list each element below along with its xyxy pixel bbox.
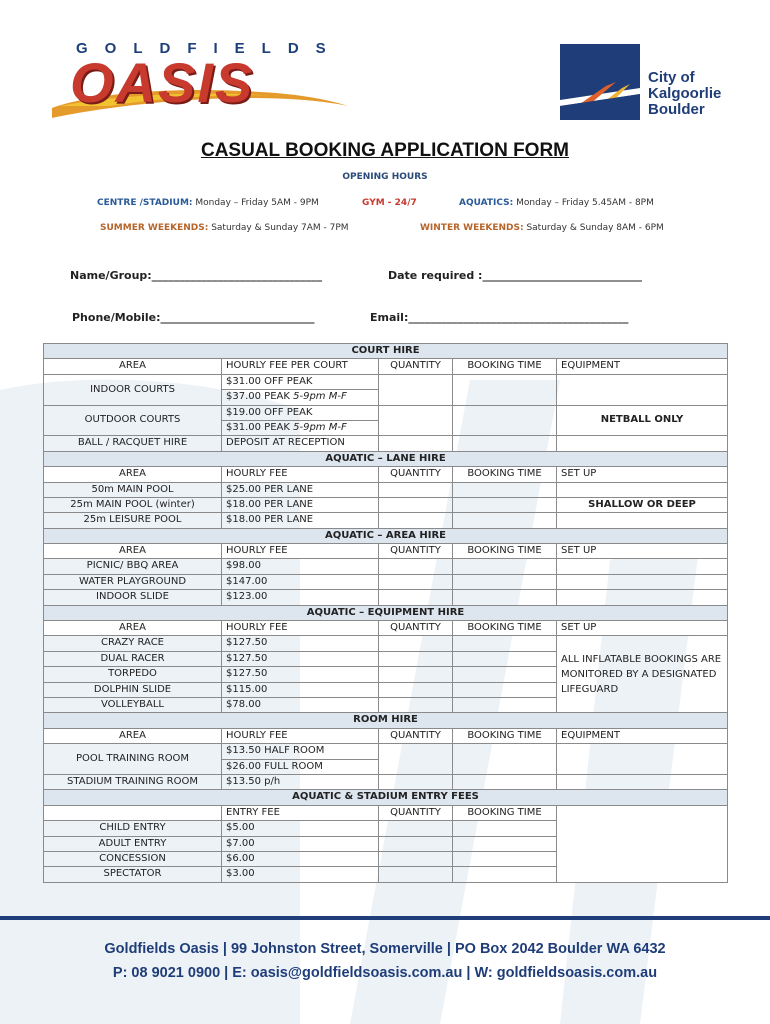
quantity-input[interactable] <box>379 374 453 405</box>
entry-type: SPECTATOR <box>44 867 222 882</box>
table-row <box>44 436 728 451</box>
quantity-input[interactable] <box>379 682 453 697</box>
col-booking-time: BOOKING TIME <box>453 544 557 559</box>
area-fee: $123.00 <box>222 590 379 605</box>
gym-hours <box>362 198 417 208</box>
city-name-line3: Boulder <box>648 101 705 118</box>
col-equipment: EQUIPMENT <box>557 728 728 743</box>
city-name <box>648 70 721 118</box>
fee-pool-full-room: $26.00 FULL ROOM <box>222 759 379 774</box>
opening-hours-heading: OPENING HOURS <box>342 172 428 182</box>
setup-input[interactable] <box>557 559 728 574</box>
quantity-input[interactable] <box>379 836 453 851</box>
quantity-input[interactable] <box>379 513 453 528</box>
table-row <box>44 405 728 420</box>
booking-time-input[interactable] <box>453 436 557 451</box>
col-booking-time: BOOKING TIME <box>453 621 557 636</box>
quantity-input[interactable] <box>379 821 453 836</box>
quantity-input[interactable] <box>379 574 453 589</box>
fee-ball-racquet: DEPOSIT AT RECEPTION <box>222 436 379 451</box>
area-fee: $98.00 <box>222 559 379 574</box>
table-row <box>44 744 728 759</box>
summer-weekend-label: SUMMER WEEKENDS: <box>100 223 209 233</box>
table-row <box>44 374 728 389</box>
entry-fees-column-headers <box>44 805 728 820</box>
booking-table <box>43 343 728 883</box>
col-entry-fee: ENTRY FEE <box>222 805 379 820</box>
area-fee: $18.00 PER LANE <box>222 513 379 528</box>
area-name: CRAZY RACE <box>44 636 222 651</box>
col-quantity: QUANTITY <box>379 805 453 820</box>
oasis-wordmark: OASIS <box>70 51 255 114</box>
col-area: AREA <box>44 728 222 743</box>
court-hire-title: COURT HIRE <box>44 344 728 359</box>
court-hire-section-header <box>44 344 728 359</box>
col-area-empty <box>44 805 222 820</box>
area-name: DUAL RACER <box>44 651 222 666</box>
equipment-input[interactable] <box>557 374 728 405</box>
quantity-input[interactable] <box>379 667 453 682</box>
col-setup: SET UP <box>557 621 728 636</box>
fee-indoor-peak-time: 5-9pm M-F <box>293 391 347 403</box>
col-area: AREA <box>44 621 222 636</box>
col-fee: HOURLY FEE <box>222 544 379 559</box>
netball-only-note: NETBALL ONLY <box>557 405 728 436</box>
entry-type: ADULT ENTRY <box>44 836 222 851</box>
winter-weekend-value: Saturday & Sunday 8AM - 6PM <box>523 223 664 233</box>
footer-contact: P: 08 9021 0900 | E: oasis@goldfieldsoasis.com.au | W: goldfieldsoasis.com.au <box>112 965 658 981</box>
area-fee: $147.00 <box>222 574 379 589</box>
col-setup: SET UP <box>557 467 728 482</box>
col-quantity: QUANTITY <box>379 621 453 636</box>
col-booking-time: BOOKING TIME <box>453 359 557 374</box>
footer-address: Goldfields Oasis | 99 Johnston Street, Somerville | PO Box 2042 Boulder WA 6432 <box>104 941 666 957</box>
col-quantity: QUANTITY <box>379 467 453 482</box>
centre-hours <box>97 198 319 208</box>
equipment-hire-section-header <box>44 605 728 620</box>
fee-outdoor-peak-time: 5-9pm M-F <box>293 421 347 433</box>
quantity-input[interactable] <box>379 559 453 574</box>
booking-time-input[interactable] <box>453 821 557 836</box>
area-fee: $115.00 <box>222 682 379 697</box>
shaded-unused-cell <box>557 805 728 882</box>
winter-weekend-hours <box>420 223 664 233</box>
table-row <box>44 482 728 497</box>
room-hire-title: ROOM HIRE <box>44 713 728 728</box>
booking-time-input[interactable] <box>453 851 557 866</box>
quantity-input[interactable] <box>379 851 453 866</box>
fee-outdoor-offpeak: $19.00 OFF PEAK <box>222 405 379 420</box>
summer-weekend-hours <box>100 223 349 233</box>
quantity-input[interactable] <box>379 436 453 451</box>
area-outdoor-courts: OUTDOOR COURTS <box>44 405 222 436</box>
col-quantity: QUANTITY <box>379 728 453 743</box>
booking-time-input[interactable] <box>453 667 557 682</box>
city-emblem-icon <box>560 44 640 120</box>
email-field[interactable]: Email:________________________________________ <box>370 311 629 324</box>
aquatics-hours-value: Monday – Friday 5.45AM - 8PM <box>513 198 654 208</box>
booking-time-input[interactable] <box>453 497 557 512</box>
lane-hire-section-header <box>44 451 728 466</box>
name-group-field[interactable]: Name/Group:_______________________________ <box>70 269 323 282</box>
quantity-input[interactable] <box>379 774 453 789</box>
col-booking-time: BOOKING TIME <box>453 467 557 482</box>
area-name: 50m MAIN POOL <box>44 482 222 497</box>
col-area: AREA <box>44 467 222 482</box>
lane-hire-title: AQUATIC – LANE HIRE <box>44 451 728 466</box>
date-required-field[interactable]: Date required :_____________________________ <box>388 269 642 282</box>
entry-fee: $7.00 <box>222 836 379 851</box>
footer-divider <box>0 916 770 920</box>
area-name: PICNIC/ BBQ AREA <box>44 559 222 574</box>
goldfields-oasis-logo <box>50 36 350 126</box>
setup-input[interactable] <box>557 574 728 589</box>
fee-indoor-peak-value: $37.00 PEAK <box>226 391 294 403</box>
booking-time-input[interactable] <box>453 697 557 712</box>
col-booking-time: BOOKING TIME <box>453 728 557 743</box>
table-row <box>44 636 728 651</box>
area-hire-title: AQUATIC – AREA HIRE <box>44 528 728 543</box>
col-fee: HOURLY FEE PER COURT <box>222 359 379 374</box>
room-hire-section-header <box>44 713 728 728</box>
summer-weekend-value: Saturday & Sunday 7AM - 7PM <box>208 223 349 233</box>
area-hire-section-header <box>44 528 728 543</box>
col-area: AREA <box>44 544 222 559</box>
col-equipment: EQUIPMENT <box>557 359 728 374</box>
col-setup: SET UP <box>557 544 728 559</box>
col-fee: HOURLY FEE <box>222 621 379 636</box>
table-row <box>44 497 728 512</box>
equipment-hire-title: AQUATIC – EQUIPMENT HIRE <box>44 605 728 620</box>
col-quantity: QUANTITY <box>379 359 453 374</box>
city-name-line1: City of <box>648 69 695 86</box>
booking-time-input[interactable] <box>453 374 557 405</box>
winter-weekend-label: WINTER WEEKENDS: <box>420 223 524 233</box>
form-title: CASUAL BOOKING APPLICATION FORM <box>200 140 570 161</box>
area-name: INDOOR SLIDE <box>44 590 222 605</box>
area-fee: $18.00 PER LANE <box>222 497 379 512</box>
booking-time-input[interactable] <box>453 836 557 851</box>
quantity-input[interactable] <box>379 651 453 666</box>
quantity-input[interactable] <box>379 482 453 497</box>
entry-fee: $3.00 <box>222 867 379 882</box>
fee-outdoor-peak <box>222 420 379 435</box>
entry-fees-section-header <box>44 790 728 805</box>
quantity-input[interactable] <box>379 867 453 882</box>
col-quantity: QUANTITY <box>379 544 453 559</box>
booking-time-input[interactable] <box>453 774 557 789</box>
fee-indoor-offpeak: $31.00 OFF PEAK <box>222 374 379 389</box>
booking-time-input[interactable] <box>453 744 557 775</box>
booking-time-input[interactable] <box>453 590 557 605</box>
area-name: 25m MAIN POOL (winter) <box>44 497 222 512</box>
area-fee: $25.00 PER LANE <box>222 482 379 497</box>
booking-time-input[interactable] <box>453 559 557 574</box>
lane-hire-column-headers <box>44 467 728 482</box>
quantity-input[interactable] <box>379 590 453 605</box>
booking-time-input[interactable] <box>453 482 557 497</box>
setup-input[interactable] <box>557 513 728 528</box>
table-row <box>44 559 728 574</box>
area-fee: $127.50 <box>222 651 379 666</box>
equipment-hire-column-headers <box>44 621 728 636</box>
table-row <box>44 574 728 589</box>
quantity-input[interactable] <box>379 405 453 436</box>
area-name: 25m LEISURE POOL <box>44 513 222 528</box>
quantity-input[interactable] <box>379 497 453 512</box>
booking-time-input[interactable] <box>453 636 557 651</box>
setup-input[interactable] <box>557 590 728 605</box>
booking-time-input[interactable] <box>453 867 557 882</box>
area-ball-racquet: BALL / RACQUET HIRE <box>44 436 222 451</box>
col-fee: HOURLY FEE <box>222 467 379 482</box>
centre-hours-label: CENTRE /STADIUM: <box>97 198 193 208</box>
equipment-input[interactable] <box>557 436 728 451</box>
entry-type: CHILD ENTRY <box>44 821 222 836</box>
phone-mobile-field[interactable]: Phone/Mobile:____________________________ <box>72 311 315 324</box>
goldfields-wordmark: GOLDFIELDS <box>76 40 343 57</box>
area-pool-training-room: POOL TRAINING ROOM <box>44 744 222 775</box>
area-name: VOLLEYBALL <box>44 697 222 712</box>
area-fee: $78.00 <box>222 697 379 712</box>
lifeguard-note: ALL INFLATABLE BOOKINGS ARE MONITORED BY A DESIGNATED LIFEGUARD <box>557 636 728 713</box>
equipment-input[interactable] <box>557 744 728 775</box>
table-row <box>44 590 728 605</box>
fee-pool-half-room: $13.50 HALF ROOM <box>222 744 379 759</box>
entry-fee: $5.00 <box>222 821 379 836</box>
fee-outdoor-peak-value: $31.00 PEAK <box>226 421 294 433</box>
area-name: TORPEDO <box>44 667 222 682</box>
entry-fees-title: AQUATIC & STADIUM ENTRY FEES <box>44 790 728 805</box>
gym-hours-value: GYM - 24/7 <box>362 198 417 208</box>
room-hire-column-headers <box>44 728 728 743</box>
aquatics-hours <box>459 198 654 208</box>
quantity-input[interactable] <box>379 636 453 651</box>
booking-time-input[interactable] <box>453 405 557 436</box>
quantity-input[interactable] <box>379 744 453 775</box>
quantity-input[interactable] <box>379 697 453 712</box>
centre-hours-value: Monday – Friday 5AM - 9PM <box>192 198 319 208</box>
entry-type: CONCESSION <box>44 851 222 866</box>
entry-fee: $6.00 <box>222 851 379 866</box>
city-of-kalgoorlie-boulder-logo <box>560 44 730 120</box>
area-fee: $127.50 <box>222 636 379 651</box>
booking-time-input[interactable] <box>453 513 557 528</box>
shallow-or-deep-note: SHALLOW OR DEEP <box>557 497 728 512</box>
court-hire-column-headers <box>44 359 728 374</box>
city-name-line2: Kalgoorlie <box>648 85 722 102</box>
table-row <box>44 513 728 528</box>
setup-input[interactable] <box>557 482 728 497</box>
area-name: DOLPHIN SLIDE <box>44 682 222 697</box>
area-fee: $127.50 <box>222 667 379 682</box>
aquatics-hours-label: AQUATICS: <box>459 198 514 208</box>
area-hire-column-headers <box>44 544 728 559</box>
booking-time-input[interactable] <box>453 574 557 589</box>
col-fee: HOURLY FEE <box>222 728 379 743</box>
area-stadium-training-room: STADIUM TRAINING ROOM <box>44 774 222 789</box>
fee-stadium-room: $13.50 p/h <box>222 774 379 789</box>
area-indoor-courts: INDOOR COURTS <box>44 374 222 405</box>
booking-time-input[interactable] <box>453 651 557 666</box>
col-area: AREA <box>44 359 222 374</box>
col-booking-time: BOOKING TIME <box>453 805 557 820</box>
equipment-input[interactable] <box>557 774 728 789</box>
booking-time-input[interactable] <box>453 682 557 697</box>
area-name: WATER PLAYGROUND <box>44 574 222 589</box>
fee-indoor-peak <box>222 390 379 405</box>
